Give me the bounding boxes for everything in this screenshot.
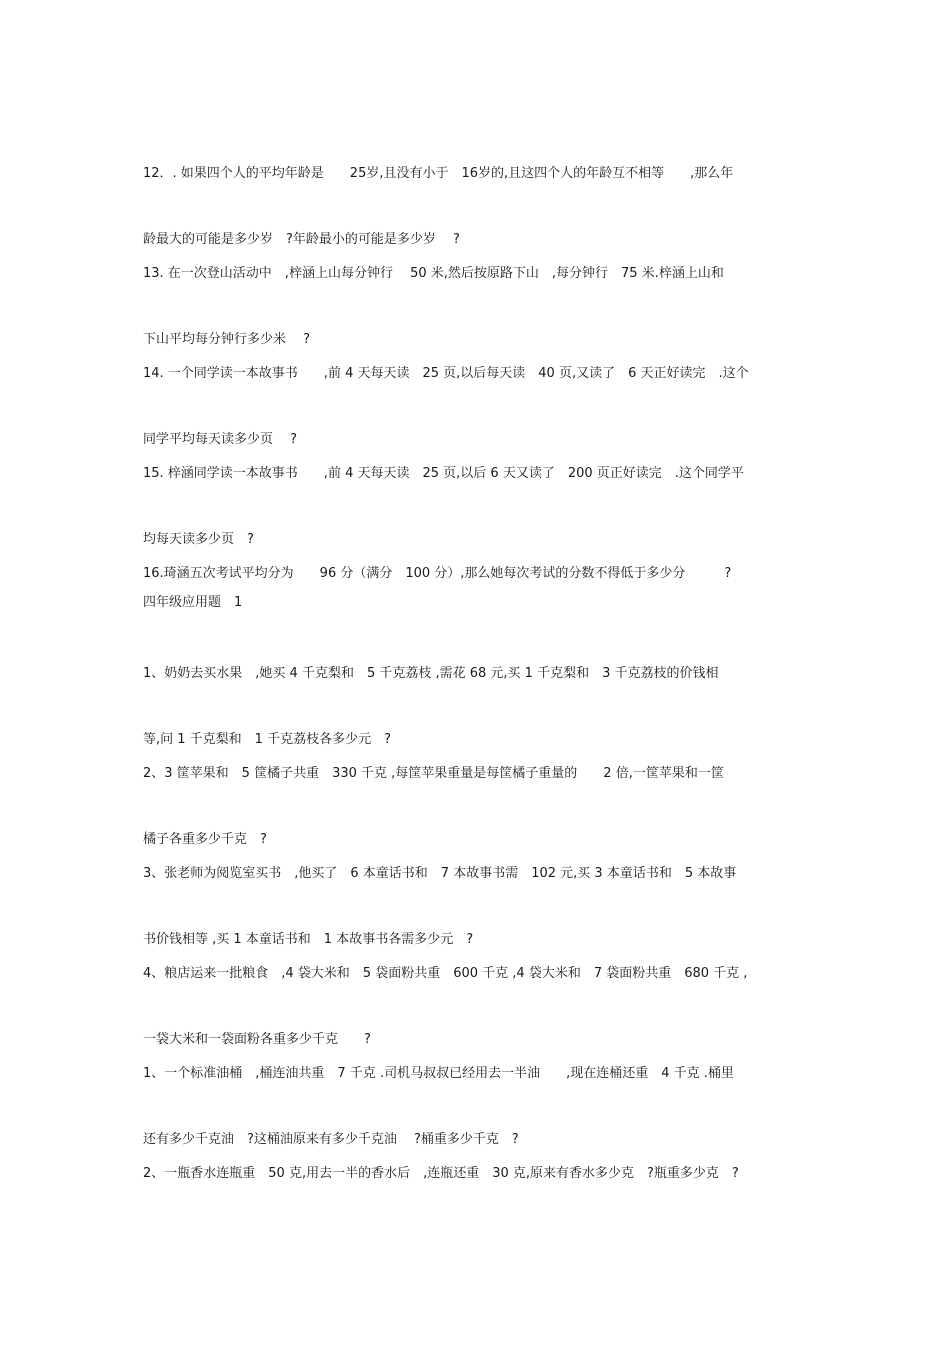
problem-line: 橘子各重多少千克 ? xyxy=(143,832,267,847)
problem-line: 书价钱相等 ,买 1 本童话书和 1 本故事书各需多少元 ? xyxy=(143,932,474,947)
problem-line: 16.琦涵五次考试平均分为 96 分（满分 100 分）,那么她每次考试的分数不得低于多少分 ? xyxy=(143,566,732,581)
problem-line: 14. 一个同学读一本故事书 ,前 4 天每天读 25 页,以后每天读 40 页,又读了 6 天正好读完 .这个 xyxy=(143,366,749,381)
problem-line: 还有多少千克油 ?这桶油原来有多少千克油 ?桶重多少千克 ? xyxy=(143,1132,519,1147)
problem-line: 4、粮店运来一批粮食 ,4 袋大米和 5 袋面粉共重 600 千克 ,4 袋大米和 7 袋面粉共重 680 千克 , xyxy=(143,966,748,981)
problem-line: 1、一个标准油桶 ,桶连油共重 7 千克 .司机马叔叔已经用去一半油 ,现在连桶还重 4 千克 .桶里 xyxy=(143,1066,734,1081)
problem-line: 1、奶奶去买水果 ,她买 4 千克梨和 5 千克荔枝 ,需花 68 元,买 1 千克梨和 3 千克荔枝的价钱相 xyxy=(143,666,719,681)
problem-line: 2、3 筐苹果和 5 筐橘子共重 330 千克 ,每筐苹果重量是每筐橘子重量的 2 倍,一筐苹果和一筐 xyxy=(143,766,724,781)
problem-b6 xyxy=(143,1119,808,1229)
problem-line: 龄最大的可能是多少岁 ?年龄最小的可能是多少岁 ? xyxy=(143,232,460,247)
problem-line: 均每天读多少页 ? xyxy=(143,532,254,547)
problem-line: 等,问 1 千克梨和 1 千克荔枝各多少元 ? xyxy=(143,732,391,747)
problem-line: 3、张老师为阅览室买书 ,他买了 6 本童话书和 7 本故事书需 102 元,买 3 本童话书和 5 本故事 xyxy=(143,866,737,881)
problem-16 xyxy=(143,519,808,629)
problem-line: 下山平均每分钟行多少米 ? xyxy=(143,332,311,347)
problem-line: 同学平均每天读多少页 ? xyxy=(143,432,298,447)
problem-line: 2、一瓶香水连瓶重 50 克,用去一半的香水后 ,连瓶还重 30 克,原来有香水多少克 ?瓶重多少克 ? xyxy=(143,1166,739,1181)
problem-line: 一袋大米和一袋面粉各重多少千克 ? xyxy=(143,1032,371,1047)
problem-line: 15. 梓涵同学读一本故事书 ,前 4 天每天读 25 页,以后 6 天又读了 200 页正好读完 .这个同学平 xyxy=(143,466,744,481)
problem-line: 13. 在一次登山活动中 ,梓涵上山每分钟行 50 米,然后按原路下山 ,每分钟行 75 米.梓涵上山和 xyxy=(143,266,724,281)
section-title: 四年级应用题 1 xyxy=(143,595,243,610)
problem-line: 12．. 如果四个人的平均年龄是 25岁,且没有小于 16岁的,且这四个人的年龄互不相等 ,那么年 xyxy=(143,166,734,181)
